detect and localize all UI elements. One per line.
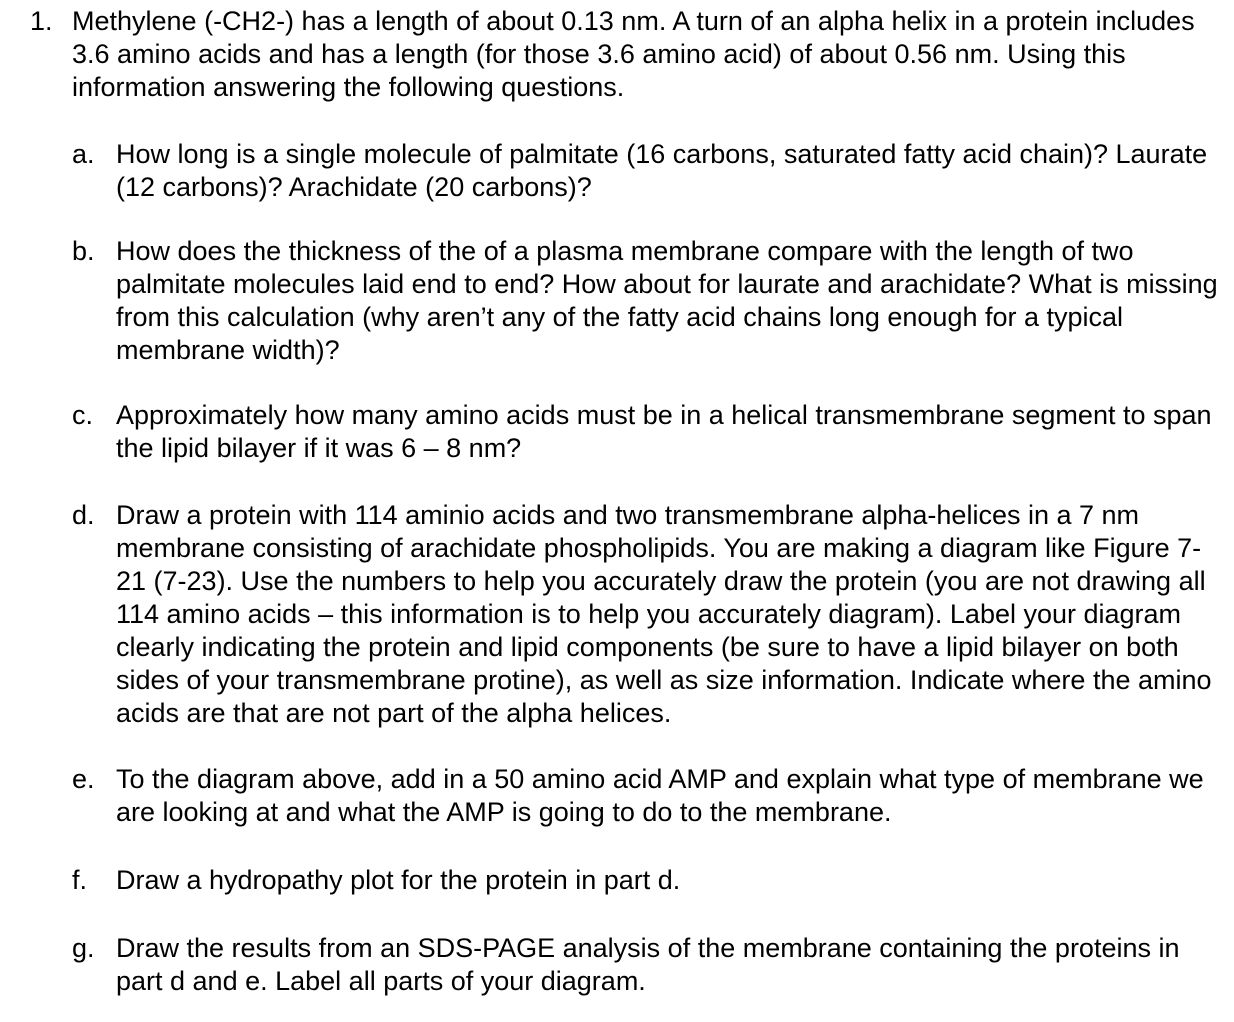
question-text: Methylene (-CH2-) has a length of about 0.13 nm. A turn of an alpha helix in a protein includes 3.6 amino acids and has a length (for those 3.6 amino acid) of about 0.56 nm. Using this information answering the following questions. xyxy=(72,6,1195,102)
subquestion-text: To the diagram above, add in a 50 amino acid AMP and explain what type of membrane we are looking at and what the AMP is going to do to the membrane. xyxy=(116,764,1204,827)
subquestion-letter: b. xyxy=(72,236,95,266)
subquestion-text: Draw a hydropathy plot for the protein in part d. xyxy=(116,865,681,895)
subquestion-g xyxy=(72,932,1222,998)
subquestion-e xyxy=(72,763,1222,829)
subquestion-text: Approximately how many amino acids must be in a helical transmembrane segment to span the lipid bilayer if it was 6 – 8 nm? xyxy=(116,400,1212,463)
subquestion-b xyxy=(72,235,1222,367)
question-number: 1. xyxy=(30,6,53,36)
subquestion-letter: g. xyxy=(72,933,95,963)
subquestion-letter: f. xyxy=(72,865,88,895)
subquestion-letter: a. xyxy=(72,139,95,169)
subquestion-text: Draw a protein with 114 aminio acids and two transmembrane alpha-helices in a 7 nm membrane consisting of arachidate phospholipids. You are making a diagram like Figure 7-21 (7-23). Use the numbers to help you accurately draw the protein (you are not drawing all 114 amino acids – this information is to help you accurately diagram). Label your diagram clearly indicating the protein and lipid components (be sure to have a lipid bilayer on both sides of your transmembrane protine), as well as size information. Indicate where the amino acids are that are not part of the alpha helices. xyxy=(116,500,1212,728)
subquestion-letter: c. xyxy=(72,400,94,430)
subquestion-text: How does the thickness of the of a plasma membrane compare with the length of two palmitate molecules laid end to end? How about for laurate and arachidate? What is missing from this calculation (why aren’t any of the fatty acid chains long enough for a typical membrane width)? xyxy=(116,236,1218,365)
subquestion-c xyxy=(72,399,1222,465)
subquestion-text: How long is a single molecule of palmitate (16 carbons, saturated fatty acid chain)? Laurate (12 carbons)? Arachidate (20 carbons)? xyxy=(116,139,1208,202)
subquestion-a xyxy=(72,138,1222,204)
subquestion-text: Draw the results from an SDS-PAGE analysis of the membrane containing the proteins in part d and e. Label all parts of your diagram. xyxy=(116,933,1180,996)
subquestion-d xyxy=(72,499,1222,730)
subquestion-f xyxy=(72,864,1222,897)
question-1 xyxy=(30,5,1220,104)
subquestion-letter: d. xyxy=(72,500,95,530)
subquestion-letter: e. xyxy=(72,764,95,794)
